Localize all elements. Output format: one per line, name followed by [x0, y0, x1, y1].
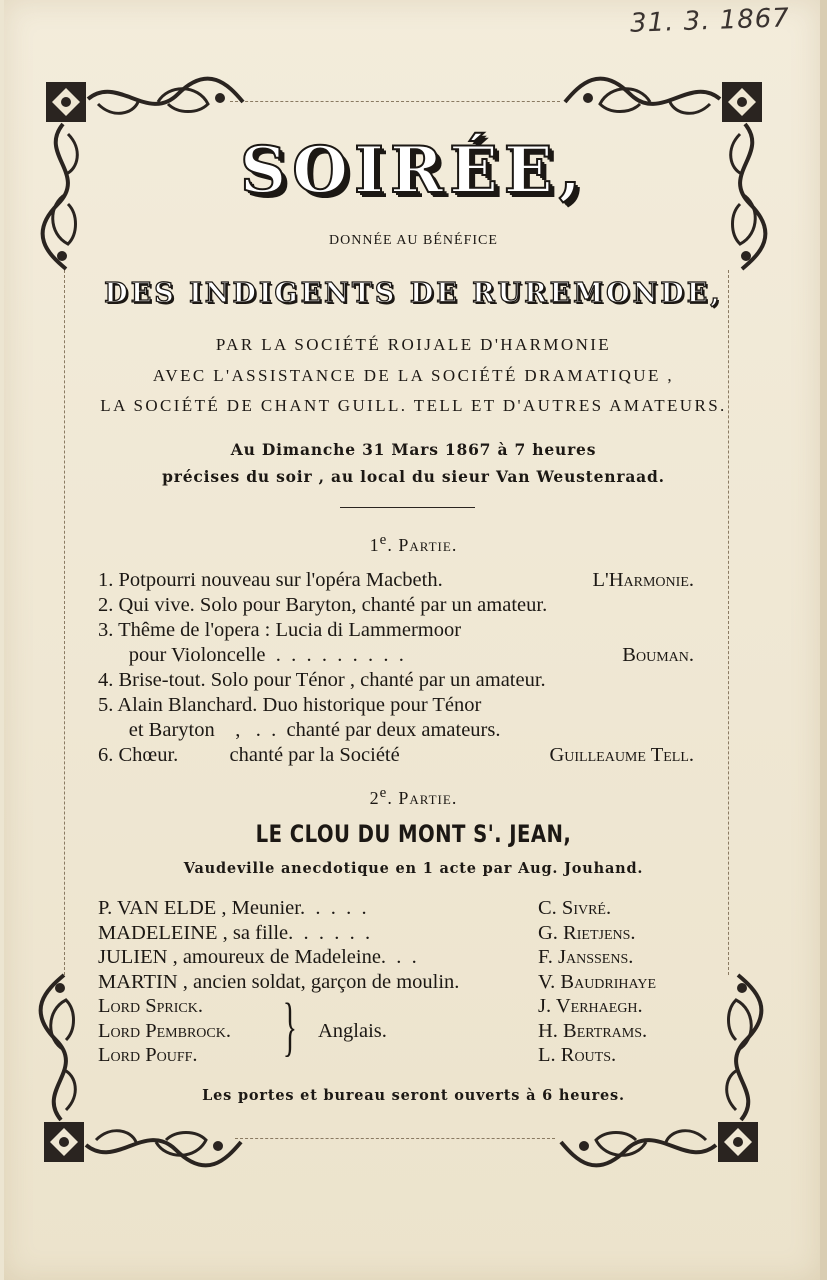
cast-actor: V. Baudrihaye [538, 970, 657, 993]
part-2-label: Partie. [398, 788, 458, 808]
cast-role: JULIEN , amoureux de Madeleine. . . [98, 946, 417, 968]
program-item-text: 4. Brise-tout. Solo pour Ténor , chanté par un amateur. [98, 669, 546, 691]
cast-list [98, 896, 694, 1068]
beneficiary-heading: DES INDIGENTS DE RUREMONDE, [104, 278, 723, 309]
program-item-text: pour Violoncelle . . . . . . . . . [98, 644, 404, 666]
program-item-text: 3. Thême de l'opera : Lucia di Lammermoor [98, 619, 462, 641]
vaudeville-subtitle: Vaudeville anecdotique en 1 acte par Aug. Jouhand. [183, 860, 644, 877]
cast-row [98, 994, 694, 1019]
program-item-text: 1. Potpourri nouveau sur l'opéra Macbeth. [98, 569, 443, 591]
cast-actor: C. Sivré. [538, 897, 612, 919]
cast-role: Lord Pouff. [98, 1044, 198, 1066]
organizer-line-3: LA SOCIÉTÉ DE CHANT GUILL. TELL ET D'AUTRES AMATEURS. [100, 396, 727, 415]
cast-actor: L. Routs. [538, 1044, 617, 1066]
cast-actor: J. Verhaegh. [538, 995, 643, 1017]
program-item-performer: L'Harmonie. [592, 569, 694, 591]
program-list [98, 568, 694, 768]
part-1-heading: 1e. Partie. [369, 532, 458, 555]
list-item [98, 643, 694, 668]
cast-row [98, 970, 694, 995]
program-item-text: 6. Chœur. chanté par la Société [98, 744, 400, 766]
doors-open-note: Les portes et bureau seront ouverts à 6 heures. [202, 1087, 625, 1104]
list-item [98, 568, 694, 593]
program-item-performer: Guilleaume Tell. [549, 744, 694, 766]
cast-row [98, 945, 694, 970]
list-item [98, 743, 694, 768]
lords-group-label: Anglais. [318, 1020, 387, 1042]
vaudeville-title: LE CLOU DU MONT S'. JEAN, [255, 820, 572, 848]
part-1-label: Partie. [398, 535, 458, 555]
program-item-text: et Baryton , . . chanté par deux amateurs. [98, 719, 501, 741]
event-venue-line: précises du soir , au local du sieur Van Weustenraad. [162, 467, 665, 486]
event-date-line: Au Dimanche 31 Mars 1867 à 7 heures [230, 440, 597, 459]
part-2-heading: 2e. Partie. [369, 785, 458, 808]
cast-role: P. VAN ELDE , Meunier. . . . . [98, 897, 367, 919]
list-item [98, 618, 694, 643]
cast-role: MADELEINE , sa fille. . . . . . [98, 921, 371, 944]
cast-row [98, 1019, 694, 1044]
organizer-line-1: PAR LA SOCIÉTÉ ROIJALE D'HARMONIE [215, 335, 612, 354]
benefit-line: DONNÉE AU BÉNÉFICE [329, 233, 498, 248]
list-item [98, 668, 694, 693]
cast-actor: F. Janssens. [538, 946, 634, 968]
cast-role: MARTIN , ancien soldat, garçon de moulin. [98, 970, 460, 993]
program-item-text: 5. Alain Blanchard. Duo historique pour Ténor [98, 694, 482, 716]
list-item [98, 593, 694, 618]
list-item [98, 693, 694, 718]
part-2-number: 2 [369, 788, 380, 808]
cast-row [98, 896, 694, 921]
program-item-text: 2. Qui vive. Solo pour Baryton, chanté par un amateur. [98, 594, 548, 616]
part-1-number: 1 [369, 535, 380, 555]
archive-date-note: 31. 3. 1867 [629, 3, 791, 39]
list-item [98, 718, 694, 743]
curly-brace-icon: } [282, 990, 297, 1063]
cast-actor: H. Bertrams. [538, 1019, 648, 1042]
section-divider [340, 507, 475, 508]
cast-actor: G. Rietjens. [538, 921, 636, 944]
cast-role: Lord Sprick. [98, 995, 203, 1017]
organizer-line-2: AVEC L'ASSISTANCE DE LA SOCIÉTÉ DRAMATIQUE , [152, 366, 675, 385]
poster-title: SOIRÉE, [240, 133, 587, 208]
cast-role: Lord Pembrock. [98, 1019, 231, 1042]
cast-row [98, 1043, 694, 1068]
program-item-performer: Bouman. [622, 644, 694, 666]
cast-row [98, 921, 694, 946]
